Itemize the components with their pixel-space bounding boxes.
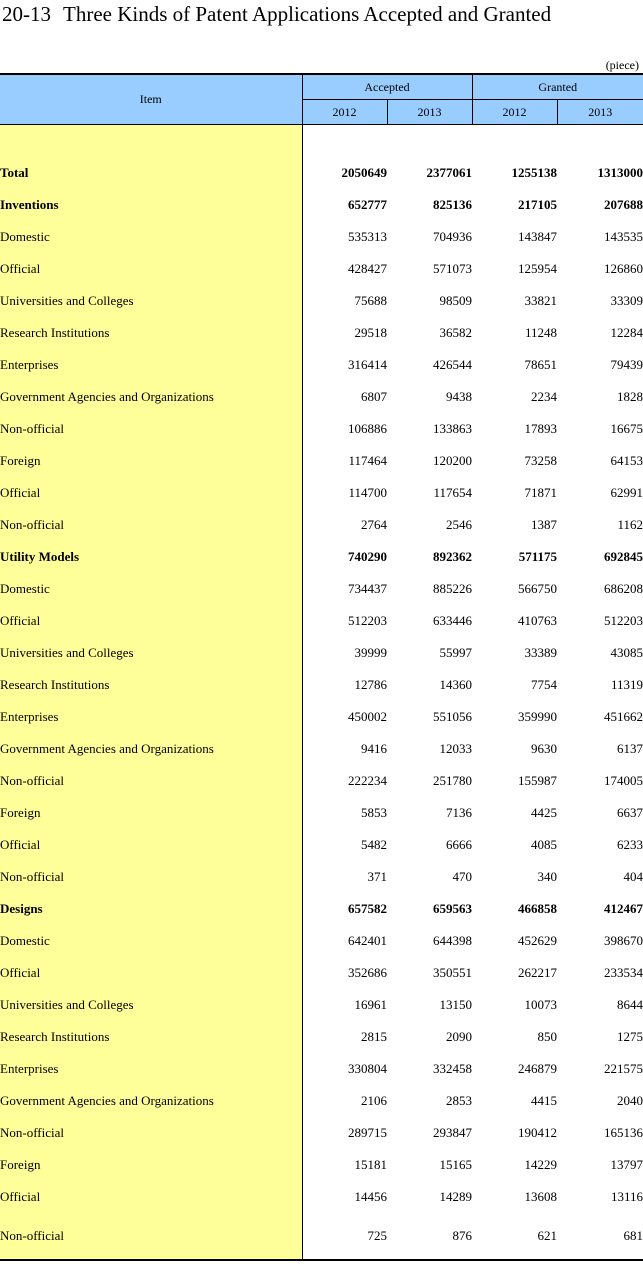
spacer-row (0, 125, 643, 158)
value-cell: 4425 (531, 805, 557, 820)
value-cell: 73258 (524, 453, 557, 468)
row-label: Non-official (0, 413, 302, 445)
row-label: Government Agencies and Organizations (0, 1085, 302, 1117)
value-cell: 398670 (604, 933, 643, 948)
value-cell: 33389 (524, 645, 557, 660)
table-row (0, 509, 643, 541)
value-cell: 233534 (604, 965, 643, 980)
value-cell: 1255138 (511, 165, 557, 180)
value-cell: 207688 (604, 197, 643, 212)
value-cell: 98509 (439, 293, 472, 308)
value-cell: 251780 (433, 773, 472, 788)
table-row (0, 893, 643, 925)
value-cell: 725 (302, 1213, 387, 1260)
value-cell: 876 (387, 1213, 472, 1260)
row-label: Foreign (0, 1149, 302, 1181)
item-column-header: Item (0, 74, 302, 125)
value-cell: 190412 (518, 1125, 557, 1140)
table-row (0, 957, 643, 989)
value-cell: 155987 (518, 773, 557, 788)
value-cell: 428427 (348, 261, 387, 276)
value-cell: 262217 (518, 965, 557, 980)
value-cell: 566750 (518, 581, 557, 596)
row-label: Research Institutions (0, 1021, 302, 1053)
table-row (0, 413, 643, 445)
value-cell: 681 (557, 1213, 643, 1260)
table-row (0, 1181, 643, 1213)
value-cell: 340 (537, 869, 557, 884)
value-cell: 217105 (518, 197, 557, 212)
value-cell: 2815 (361, 1029, 387, 1044)
table-row (0, 221, 643, 253)
row-label: Non-official (0, 1213, 302, 1260)
value-cell: 350551 (433, 965, 472, 980)
value-cell: 7136 (446, 805, 472, 820)
table-row (0, 477, 643, 509)
value-cell: 704936 (433, 229, 472, 244)
value-cell: 6137 (617, 741, 643, 756)
value-cell: 13608 (524, 1189, 557, 1204)
value-cell: 16675 (610, 421, 643, 436)
value-cell: 1313000 (597, 165, 643, 180)
value-cell: 892362 (433, 549, 472, 564)
value-cell: 7754 (531, 677, 557, 692)
row-label: Official (0, 957, 302, 989)
value-cell: 426544 (433, 357, 472, 372)
table-row (0, 1085, 643, 1117)
table-row (0, 253, 643, 285)
table-row (0, 1213, 643, 1260)
table-row (0, 925, 643, 957)
value-cell: 62991 (610, 485, 643, 500)
value-cell: 14289 (439, 1189, 472, 1204)
value-cell: 64153 (610, 453, 643, 468)
value-cell: 33821 (524, 293, 557, 308)
value-cell: 71871 (524, 485, 557, 500)
value-cell: 1275 (617, 1029, 643, 1044)
value-cell: 5853 (361, 805, 387, 820)
table-row (0, 605, 643, 637)
value-cell: 450002 (348, 709, 387, 724)
value-cell: 222234 (348, 773, 387, 788)
value-cell: 330804 (348, 1061, 387, 1076)
value-cell: 39999 (354, 645, 387, 660)
value-cell: 78651 (524, 357, 557, 372)
table-row (0, 829, 643, 861)
table-row (0, 541, 643, 573)
value-cell: 126860 (604, 261, 643, 276)
value-cell: 2050649 (341, 165, 387, 180)
value-cell: 14229 (524, 1157, 557, 1172)
table-row (0, 765, 643, 797)
value-cell: 1387 (531, 517, 557, 532)
row-label: Government Agencies and Organizations (0, 733, 302, 765)
value-cell: 551056 (433, 709, 472, 724)
row-label: Universities and Colleges (0, 285, 302, 317)
value-cell: 133863 (433, 421, 472, 436)
value-cell: 143847 (518, 229, 557, 244)
value-cell: 659563 (433, 901, 472, 916)
table-row (0, 381, 643, 413)
value-cell: 125954 (518, 261, 557, 276)
value-cell: 2546 (446, 517, 472, 532)
row-label: Research Institutions (0, 669, 302, 701)
table-row (0, 189, 643, 221)
value-cell: 55997 (439, 645, 472, 660)
value-cell: 4085 (531, 837, 557, 852)
value-cell: 1162 (617, 517, 643, 532)
value-cell: 79439 (610, 357, 643, 372)
value-cell: 359990 (518, 709, 557, 724)
row-label: Official (0, 1181, 302, 1213)
row-label: Non-official (0, 509, 302, 541)
value-cell: 2040 (617, 1093, 643, 1108)
row-label: Non-official (0, 1117, 302, 1149)
year-header: 2012 (472, 100, 557, 125)
value-cell: 6637 (617, 805, 643, 820)
table-number: 20-13 (2, 2, 51, 26)
value-cell: 2764 (361, 517, 387, 532)
value-cell: 686208 (604, 581, 643, 596)
value-cell: 13797 (610, 1157, 643, 1172)
value-cell: 16961 (354, 997, 387, 1012)
row-label: Designs (0, 893, 302, 925)
row-label: Official (0, 829, 302, 861)
row-label: Utility Models (0, 541, 302, 573)
value-cell: 412467 (604, 901, 643, 916)
value-cell: 885226 (433, 581, 472, 596)
value-cell: 117654 (433, 485, 472, 500)
value-cell: 2377061 (426, 165, 472, 180)
value-cell: 404 (623, 869, 643, 884)
value-cell: 2106 (361, 1093, 387, 1108)
year-header: 2012 (302, 100, 387, 125)
table-row (0, 1021, 643, 1053)
accepted-group-header: Accepted (302, 74, 472, 100)
row-label: Official (0, 477, 302, 509)
table-row (0, 1117, 643, 1149)
value-cell: 571073 (433, 261, 472, 276)
row-label: Non-official (0, 861, 302, 893)
row-label: Enterprises (0, 701, 302, 733)
value-cell: 14360 (439, 677, 472, 692)
table-title: Three Kinds of Patent Applications Accepted and Granted (63, 2, 552, 26)
table-header (0, 74, 643, 125)
value-cell: 293847 (433, 1125, 472, 1140)
value-cell: 12786 (354, 677, 387, 692)
value-cell: 850 (537, 1029, 557, 1044)
data-table (0, 73, 643, 1261)
value-cell: 316414 (348, 357, 387, 372)
table-row (0, 861, 643, 893)
value-cell: 825136 (433, 197, 472, 212)
value-cell: 10073 (524, 997, 557, 1012)
row-label: Inventions (0, 189, 302, 221)
unit-label: (piece) (605, 58, 639, 72)
page-title (2, 2, 551, 27)
table-row (0, 445, 643, 477)
value-cell: 12033 (439, 741, 472, 756)
value-cell: 221575 (604, 1061, 643, 1076)
value-cell: 14456 (354, 1189, 387, 1204)
row-label: Enterprises (0, 349, 302, 381)
value-cell: 75688 (354, 293, 387, 308)
value-cell: 2853 (446, 1093, 472, 1108)
value-cell: 452629 (518, 933, 557, 948)
table-row (0, 733, 643, 765)
table-row (0, 1149, 643, 1181)
value-cell: 13150 (439, 997, 472, 1012)
value-cell: 8644 (617, 997, 643, 1012)
value-cell: 410763 (518, 613, 557, 628)
row-label: Universities and Colleges (0, 637, 302, 669)
row-label: Research Institutions (0, 317, 302, 349)
value-cell: 2234 (531, 389, 557, 404)
value-cell: 120200 (433, 453, 472, 468)
granted-group-header: Granted (472, 74, 643, 100)
table-row (0, 349, 643, 381)
value-cell: 165136 (604, 1125, 643, 1140)
value-cell: 652777 (348, 197, 387, 212)
value-cell: 6666 (446, 837, 472, 852)
year-header: 2013 (387, 100, 472, 125)
value-cell: 512203 (604, 613, 643, 628)
value-cell: 621 (472, 1213, 557, 1260)
value-cell: 11319 (610, 677, 643, 692)
table-row (0, 797, 643, 829)
value-cell: 451662 (604, 709, 643, 724)
value-cell: 9416 (361, 741, 387, 756)
value-cell: 289715 (348, 1125, 387, 1140)
table-row (0, 317, 643, 349)
row-label: Foreign (0, 797, 302, 829)
value-cell: 114700 (348, 485, 387, 500)
row-label: Universities and Colleges (0, 989, 302, 1021)
value-cell: 43085 (610, 645, 643, 660)
row-label: Official (0, 253, 302, 285)
value-cell: 4415 (531, 1093, 557, 1108)
value-cell: 470 (452, 869, 472, 884)
value-cell: 571175 (518, 549, 557, 564)
value-cell: 36582 (439, 325, 472, 340)
row-label: Non-official (0, 765, 302, 797)
value-cell: 12284 (610, 325, 643, 340)
value-cell: 512203 (348, 613, 387, 628)
row-label: Foreign (0, 445, 302, 477)
table-row (0, 573, 643, 605)
value-cell: 9630 (531, 741, 557, 756)
row-label: Domestic (0, 221, 302, 253)
value-cell: 29518 (354, 325, 387, 340)
value-cell: 734437 (348, 581, 387, 596)
table-row (0, 669, 643, 701)
value-cell: 246879 (518, 1061, 557, 1076)
value-cell: 106886 (348, 421, 387, 436)
row-label: Domestic (0, 573, 302, 605)
value-cell: 117464 (348, 453, 387, 468)
row-label: Government Agencies and Organizations (0, 381, 302, 413)
value-cell: 2090 (446, 1029, 472, 1044)
table-row (0, 157, 643, 189)
value-cell: 33309 (610, 293, 643, 308)
table-row (0, 701, 643, 733)
value-cell: 6233 (617, 837, 643, 852)
value-cell: 535313 (348, 229, 387, 244)
value-cell: 371 (367, 869, 387, 884)
value-cell: 644398 (433, 933, 472, 948)
value-cell: 642401 (348, 933, 387, 948)
value-cell: 1828 (617, 389, 643, 404)
value-cell: 5482 (361, 837, 387, 852)
value-cell: 11248 (524, 325, 557, 340)
value-cell: 332458 (433, 1061, 472, 1076)
value-cell: 143535 (604, 229, 643, 244)
table-body (0, 125, 643, 1261)
row-label: Total (0, 157, 302, 189)
row-label: Official (0, 605, 302, 637)
value-cell: 740290 (348, 549, 387, 564)
value-cell: 657582 (348, 901, 387, 916)
table-row (0, 1053, 643, 1085)
table-row (0, 637, 643, 669)
value-cell: 17893 (524, 421, 557, 436)
value-cell: 15181 (354, 1157, 387, 1172)
value-cell: 15165 (439, 1157, 472, 1172)
value-cell: 174005 (604, 773, 643, 788)
year-header: 2013 (557, 100, 643, 125)
value-cell: 633446 (433, 613, 472, 628)
table-row (0, 989, 643, 1021)
value-cell: 13116 (610, 1189, 643, 1204)
value-cell: 6807 (361, 389, 387, 404)
row-label: Domestic (0, 925, 302, 957)
value-cell: 352686 (348, 965, 387, 980)
row-label: Enterprises (0, 1053, 302, 1085)
value-cell: 9438 (446, 389, 472, 404)
table-row (0, 285, 643, 317)
value-cell: 692845 (604, 549, 643, 564)
value-cell: 466858 (518, 901, 557, 916)
